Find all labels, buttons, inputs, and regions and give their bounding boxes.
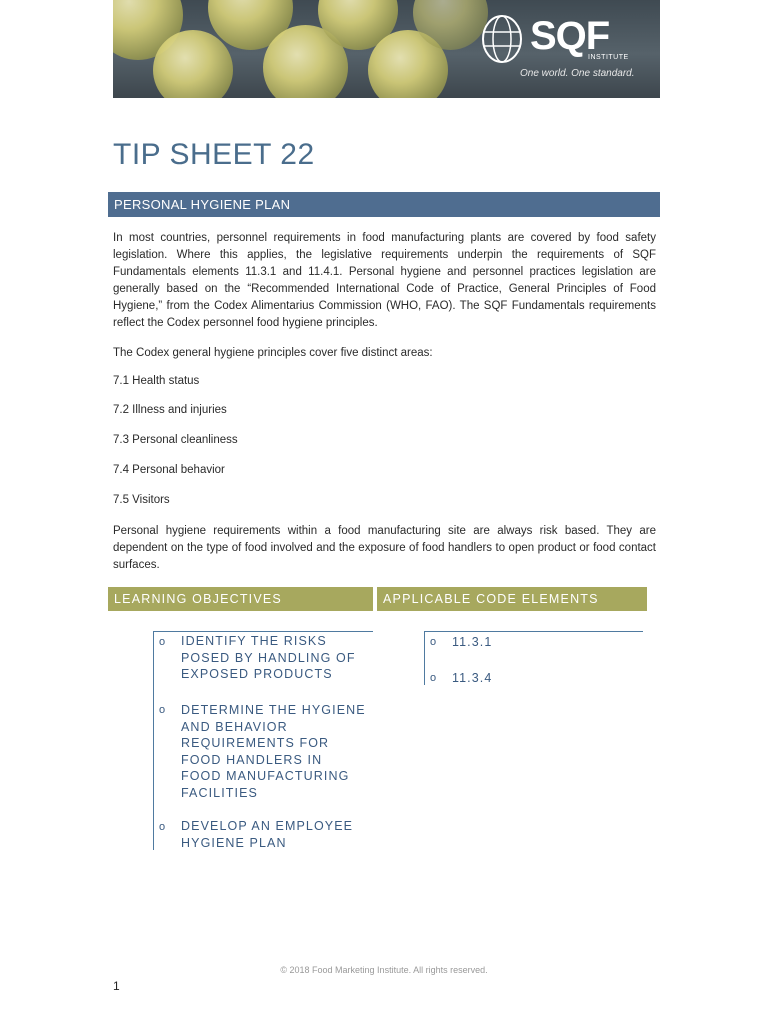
bottle-image [153, 30, 233, 98]
bullet-icon: o [430, 636, 437, 648]
bullet-icon: o [159, 821, 166, 833]
logo-tagline: One world. One standard. [520, 68, 635, 79]
area-item: 7.2 Illness and injuries [113, 404, 227, 416]
logo-subtitle: INSTITUTE [588, 54, 629, 61]
bullet-icon: o [430, 672, 437, 684]
bullet-icon: o [159, 704, 166, 716]
page-number: 1 [113, 979, 120, 993]
list-item: 11.3.1 [452, 635, 493, 649]
list-item: 11.3.4 [452, 671, 493, 685]
area-item: 7.4 Personal behavior [113, 464, 225, 476]
area-item: 7.5 Visitors [113, 494, 170, 506]
intro-paragraph: In most countries, personnel requirements in food manufacturing plants are covered by food safety legislation. Where this applies, the legislative requirements underpin the requirements of SQF Fundamentals elements 11.3.1 and 11.4.1. Personal hygiene and personnel practices legislation are generally based on the “Recommended International Code of Practice, General Principles of Food Hygiene,” from the Codex Alimentarius Commission (WHO, FAO). The SQF Fundamentals requirements reflect the Codex personnel food hygiene principles. [113, 232, 656, 329]
copyright-footer: © 2018 Food Marketing Institute. All rights reserved. [280, 965, 488, 975]
section-heading: PERSONAL HYGIENE PLAN [108, 192, 660, 217]
learning-objectives-heading: LEARNING OBJECTIVES [108, 587, 373, 611]
codex-paragraph: The Codex general hygiene principles cover five distinct areas: [113, 347, 433, 359]
globe-icon [480, 12, 524, 66]
area-item: 7.3 Personal cleanliness [113, 434, 238, 446]
list-item: IDENTIFY THE RISKS POSED BY HANDLING OF EXPOSED PRODUCTS [181, 634, 356, 681]
sqf-logo [480, 10, 650, 90]
list-item: DEVELOP AN EMPLOYEE HYGIENE PLAN [181, 819, 354, 850]
page-title: TIP SHEET 22 [113, 138, 315, 171]
header-banner [113, 0, 660, 98]
list-item: DETERMINE THE HYGIENE AND BEHAVIOR REQUIREMENTS FOR FOOD HANDLERS IN FOOD MANUFACTURING FACILITIES [181, 703, 366, 800]
logo-text: SQF [530, 14, 610, 58]
area-item: 7.1 Health status [113, 375, 200, 387]
risk-paragraph: Personal hygiene requirements within a food manufacturing site are always risk based. They are dependent on the type of food involved and the exposure of food handlers to open product or food contact surfaces. [113, 525, 656, 571]
bullet-icon: o [159, 636, 166, 648]
code-elements-heading: APPLICABLE CODE ELEMENTS [377, 587, 647, 611]
